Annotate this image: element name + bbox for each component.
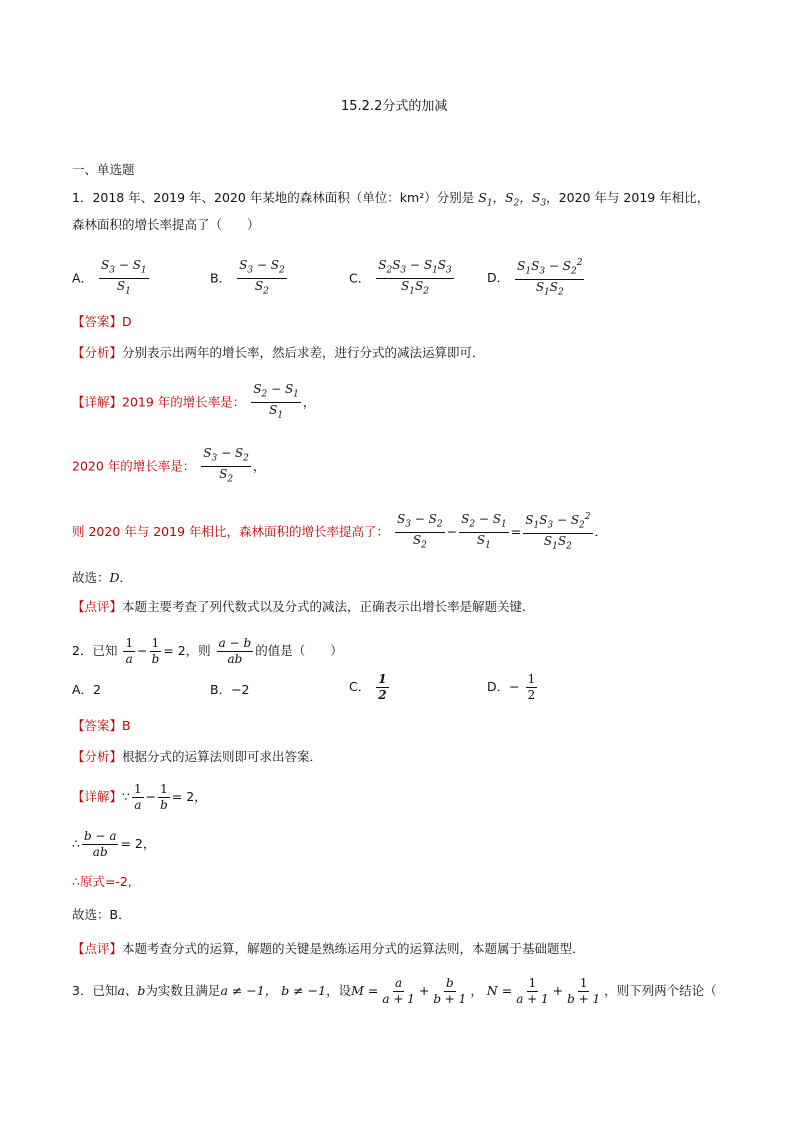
- q2-option-d-label: D．−: [487, 679, 520, 694]
- q1-s-list: $S_1$，$S_2$，$S_3$: [478, 190, 547, 209]
- q2-option-d-frac: $\frac{1}{2}$: [527, 672, 536, 702]
- q1-answer: [72, 313, 132, 331]
- page-title: 15.2.2分式的加减: [341, 99, 448, 114]
- q1-text-a: 1．2018 年、2019 年、2020 年某地的森林面积（单位：km²）分别是: [72, 190, 475, 205]
- q3-m-frac2: $\frac{b}{b + 1}$: [433, 976, 467, 1006]
- q1-option-b-label: B．: [210, 270, 232, 286]
- q1-answer-value: D: [122, 314, 132, 329]
- q2-detail-1: 【详解】∵ $\frac{1}{a}$ − $\frac{1}{b}$ = 2，: [72, 782, 207, 812]
- q1-detail-c-frac3: $\frac{S_1S_3 - S_2^2}{S_1S_2}$: [525, 512, 591, 552]
- q1-choose-value: D: [109, 570, 120, 585]
- q1-option-a[interactable]: [72, 258, 151, 300]
- q1-answer-tag: 【答案】: [72, 314, 123, 329]
- q3-vars: a、b: [117, 983, 146, 998]
- q1-detail-b-frac: $\frac{S_3 - S_2}{S_2}$: [203, 446, 249, 485]
- q1-choose-text: 故选：: [72, 570, 110, 585]
- q1-option-d-label: D．: [487, 269, 510, 285]
- q1-option-c[interactable]: [349, 258, 456, 300]
- q3-text-a: 3．已知: [72, 983, 118, 998]
- q1-detail-tag: 【详解】: [72, 394, 123, 410]
- q2-choose: 故选：B．: [72, 907, 131, 922]
- q1-option-d[interactable]: [487, 256, 586, 301]
- q1-detail-a-frac: $\frac{S_2 - S_1}{S_1}$: [253, 382, 299, 421]
- q1-review-text: 本题主要考查了列代数式以及分式的减法，正确表示出增长率是解题关键．: [122, 599, 535, 614]
- q1-review-tag: 【点评】: [72, 599, 123, 614]
- q1-analysis: [72, 344, 485, 362]
- q3-n-frac1: $\frac{1}{a + 1}$: [516, 976, 549, 1006]
- q2-option-a[interactable]: A．2: [72, 682, 102, 697]
- q2-review-tag: 【点评】: [72, 941, 123, 956]
- q1-detail-c-frac2: $\frac{S_2 - S_1}{S_1}$: [461, 511, 507, 551]
- q2-review: [72, 940, 585, 958]
- q2-stem-frac1: $\frac{1}{a}$: [125, 636, 134, 666]
- q1-option-b-frac: $\frac{S_3 - S_2}{S_2}$: [239, 258, 285, 297]
- q2-answer: [72, 717, 131, 735]
- section-heading: 一、单选题: [72, 162, 135, 177]
- q1-review: [72, 598, 535, 616]
- q1-analysis-tag: 【分析】: [72, 345, 123, 360]
- q1-stem-line1: [72, 189, 709, 213]
- q2-option-c-frac: $\frac{1}{2}$: [378, 672, 387, 702]
- q1-stem-line2: 森林面积的增长率提高了（ ）: [72, 217, 260, 232]
- q3-stem: 3．已知a、b为实数且满足a ≠ −1， b ≠ −1，设M = $\frac{a}{a + 1}$ + $\frac{b}{b + 1}$ ， N = $\frac{1}{a + 1}$ + $\frac{1}{b + 1}$ ，则下列两个结论（: [72, 976, 717, 1006]
- q1-choose: 故选：D．: [72, 570, 133, 585]
- q3-m: M =: [351, 983, 379, 998]
- q1-option-a-label: A．: [72, 270, 94, 286]
- q1-detail-b: 2020 年的增长率是：: [72, 458, 196, 474]
- q3-text-b: 为实数且满足: [145, 983, 221, 998]
- q3-cond: a ≠ −1， b ≠ −1: [220, 983, 327, 998]
- q1-detail-1: 【详解】2019 年的增长率是： $\frac{S_2 - S_1}{S_1}$ ，: [72, 382, 315, 424]
- q2-detail-2: ∴ $\frac{b - a}{ab}$ = 2，: [72, 829, 156, 859]
- q2-analysis-text: 根据分式的运算法则即可求出答案．: [122, 749, 323, 764]
- q2-option-c[interactable]: [349, 672, 391, 703]
- q2-option-b[interactable]: B．−2: [210, 682, 250, 697]
- q3-n-frac2: $\frac{1}{b + 1}$: [567, 976, 601, 1006]
- q1-detail-3: 则 2020 年与 2019 年相比，森林面积的增长率提高了： $\frac{S_3 - S_2}{S_2}$ − $\frac{S_2 - S_1}{S_1}$ = $\frac{S_1S_3 - S_2^2}{S_1S_2}$ ．: [72, 510, 607, 555]
- q2-text-c: 的值是（ ）: [255, 643, 343, 658]
- q2-text-b: ，则: [185, 643, 211, 658]
- q1-detail-c-frac1: $\frac{S_3 - S_2}{S_2}$: [397, 511, 443, 551]
- q1-detail-a: 2019 年的增长率是：: [122, 394, 246, 410]
- q2-detail-tag: 【详解】: [72, 789, 123, 804]
- q1-detail-2: 2020 年的增长率是： $\frac{S_3 - S_2}{S_2}$ ，: [72, 446, 265, 488]
- q1-option-c-label: C．: [349, 270, 371, 286]
- q2-stem-frac3: $\frac{a - b}{ab}$: [218, 636, 252, 666]
- q2-answer-value: B: [122, 718, 131, 733]
- q1-option-b[interactable]: [210, 258, 289, 300]
- q2-detail-frac2: $\frac{1}{b}$: [160, 782, 168, 812]
- q1-analysis-text: 分别表示出两年的增长率，然后求差，进行分式的减法运算即可．: [122, 345, 485, 360]
- q2-stem-frac2: $\frac{1}{b}$: [151, 636, 160, 666]
- q2-analysis-tag: 【分析】: [72, 749, 123, 764]
- q2-review-text: 本题考查分式的运算，解题的关键是熟练运用分式的运算法则，本题属于基础题型．: [122, 941, 585, 956]
- q2-answer-tag: 【答案】: [72, 718, 123, 733]
- q2-analysis: [72, 748, 322, 766]
- q1-detail-c: 则 2020 年与 2019 年相比，森林面积的增长率提高了：: [72, 523, 390, 539]
- q2-text-a: 2．已知: [72, 643, 118, 658]
- q3-text-d: ，则下列两个结论（: [604, 983, 717, 998]
- q3-m-frac1: $\frac{a}{a + 1}$: [382, 976, 415, 1006]
- q2-detail-frac1: $\frac{1}{a}$: [133, 782, 142, 812]
- q2-option-d[interactable]: [487, 672, 539, 703]
- q2-detail-frac3: $\frac{b - a}{ab}$: [83, 829, 117, 859]
- q1-option-c-frac: $\frac{S_2S_3 - S_1S_3}{S_1S_2}$: [378, 258, 452, 297]
- q3-text-c: 设: [338, 983, 352, 998]
- q2-detail-3: ∴原式=-2,: [72, 874, 132, 889]
- q2-stem: 2．已知 $\frac{1}{a}$ − $\frac{1}{b}$ = 2，则 $\frac{a - b}{ab}$ 的值是（ ）: [72, 636, 343, 666]
- q1-option-d-frac: $\frac{S_1S_3 - S_2^2}{S_1S_2}$: [517, 258, 583, 298]
- q1-option-a-frac: $\frac{S_3 - S_1}{S_1}$: [101, 258, 147, 297]
- q1-text-b: ，2020 年与 2019 年相比，: [546, 190, 710, 205]
- q3-n: N =: [486, 983, 513, 998]
- q2-option-c-label: C．: [349, 679, 371, 694]
